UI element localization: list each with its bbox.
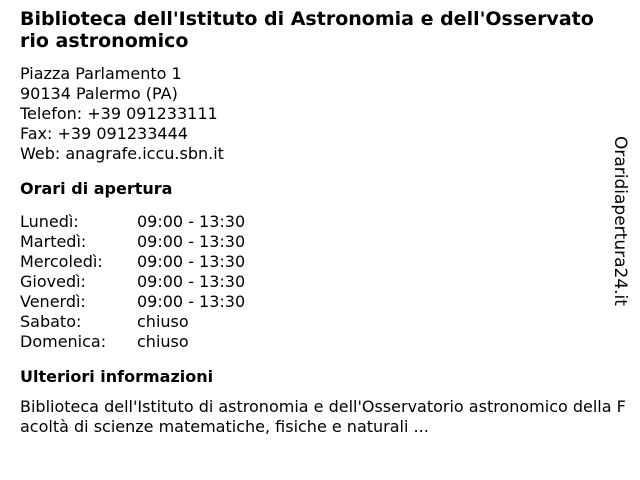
address-street: Piazza Parlamento 1 (20, 64, 182, 83)
contact-block (20, 64, 600, 164)
hours-row-sunday (20, 332, 600, 352)
time-range: 09:00 - 13:30 (137, 232, 246, 251)
site-watermark: Oraridiapertura24.it (610, 136, 630, 306)
time-range: 09:00 - 13:30 (137, 292, 246, 311)
day-label: Sabato: (20, 312, 82, 331)
hours-row-wednesday (20, 252, 600, 272)
day-label: Mercoledì: (20, 252, 103, 271)
time-range: 09:00 - 13:30 (137, 212, 246, 231)
hours-row-thursday (20, 272, 600, 292)
time-range: 09:00 - 13:30 (137, 252, 246, 271)
time-range: chiuso (137, 312, 189, 331)
time-range: 09:00 - 13:30 (137, 272, 246, 291)
day-label: Giovedì: (20, 272, 86, 291)
hours-row-friday (20, 292, 600, 312)
more-info-heading: Ulteriori informazioni (20, 367, 214, 386)
hours-row-monday (20, 212, 600, 232)
library-title: Biblioteca dell'Istituto di Astronomia e dell'Osservatorio astronomico (20, 8, 594, 52)
phone-number: Telefon: +39 091233111 (20, 104, 218, 123)
opening-hours-heading: Orari di apertura (20, 179, 173, 198)
day-label: Lunedì: (20, 212, 79, 231)
day-label: Venerdì: (20, 292, 86, 311)
address-city: 90134 Palermo (PA) (20, 84, 178, 103)
day-label: Domenica: (20, 332, 107, 351)
more-info-text: Biblioteca dell'Istituto di astronomia e dell'Osservatorio astronomico della Facoltà di scienze matematiche, fisiche e naturali ... (20, 397, 626, 436)
website: Web: anagrafe.iccu.sbn.it (20, 144, 224, 163)
fax-number: Fax: +39 091233444 (20, 124, 188, 143)
day-label: Martedì: (20, 232, 87, 251)
opening-hours-list (20, 212, 600, 352)
hours-row-tuesday (20, 232, 600, 252)
hours-row-saturday (20, 312, 600, 332)
time-range: chiuso (137, 332, 189, 351)
